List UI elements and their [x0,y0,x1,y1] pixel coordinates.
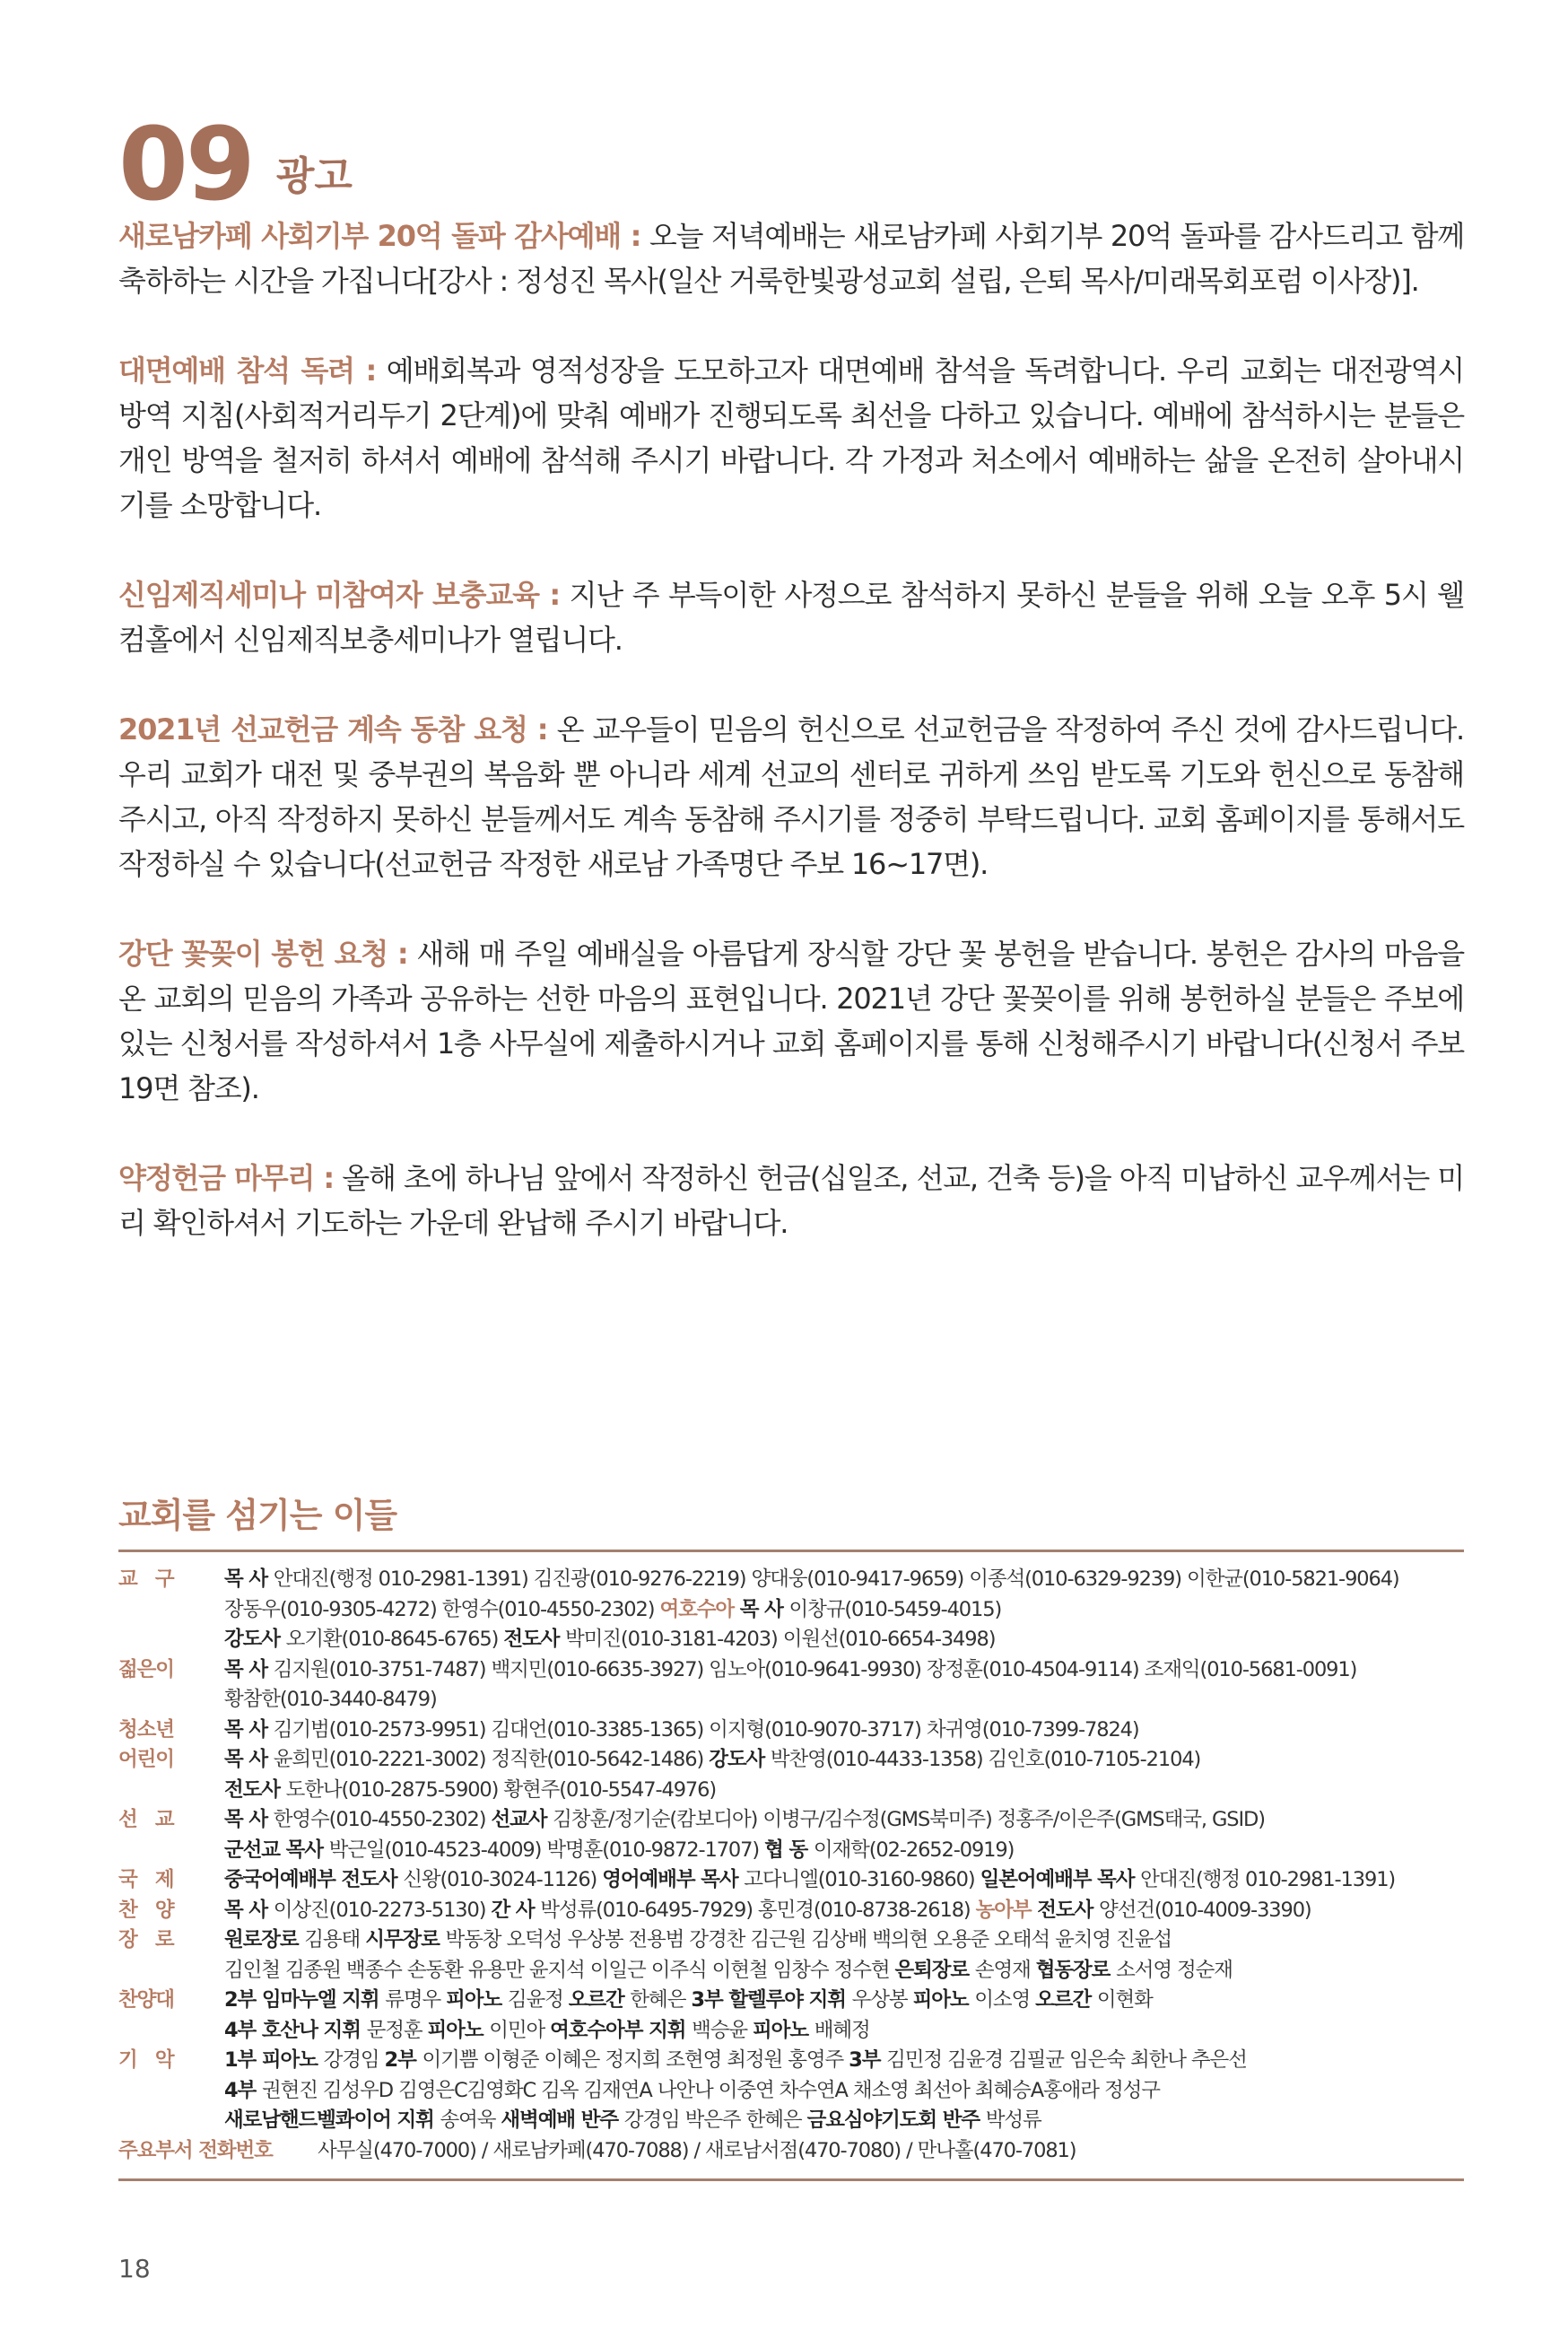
staff-row-label: 찬양대 [118,1988,174,2012]
staff-names: 김용태 [304,1928,366,1951]
staff-row-label: 선 교 [118,1808,174,1831]
staff-row [118,1896,1464,1926]
staff-role: 오르간 [568,1988,631,2012]
staff-names: 배혜정 [814,2018,870,2042]
staff-role: 선교사 [491,1808,553,1831]
staff-role: 새벽예배 반주 [501,2108,624,2132]
staff-row-label: 기 악 [118,2048,174,2072]
staff-names: 류명우 [385,1988,447,2012]
staff-row-content [224,1776,1464,1806]
notice-item [118,1156,1464,1245]
notice-body: 예배회복과 영적성장을 도모하고자 대면예배 참석을 독려합니다. 우리 교회는 대전광역시 방역 지침(사회적거리두기 2단계)에 맞춰 예배가 진행되도록 최선을 다하고 있습니다. 예배에 참석하시는 분들은 개인 방역을 철저히 하셔서 예배에 참석해 주시기 바랍니다. 각 가정과 처소에서 예배하는 삶을 온전히 살아내시기를 소망합니다. [118,354,1464,522]
staff-role: 강도사 [224,1628,286,1651]
staff-names: 이상진(010-2273-5130) [273,1898,492,1922]
staff-row-content [224,1716,1464,1746]
divider [118,2178,1464,2181]
staff-names: 백승윤 [692,2018,754,2042]
staff-dept: 농아부 [975,1898,1032,1922]
staff-row-label: 장 로 [118,1928,174,1951]
staff-role: 피아노 [446,1988,508,2012]
staff-row-label [118,2076,224,2107]
staff-role: 4부 호산나 지휘 [224,2018,367,2042]
notice-title: 대면예배 참석 독려 : [118,354,377,388]
staff-row-label [118,1776,224,1806]
staff-row-label: 찬 양 [118,1898,174,1922]
staff-row-label [118,2016,224,2047]
phone-row [118,2136,1464,2167]
section-header [118,107,353,223]
staff-role: 피아노 [753,2018,814,2042]
staff-role: 목 사 [224,1748,274,1771]
staff-row-content [224,2046,1464,2076]
staff-row-label: 청소년 [118,1717,174,1742]
staff-names: 박동창 오덕성 우상봉 전용범 강경찬 김근원 김상배 백의현 오용준 오태석 윤치영 진윤섭 [445,1928,1172,1951]
staff-names: 이민아 [489,2018,551,2042]
section-title: 광고 [275,153,353,199]
staff-names: 강경임 [323,2048,385,2072]
staff-role: 피아노 [427,2018,490,2042]
phone-numbers: 사무실(470-7000) / 새로남카페(470-7088) / 새로남서점(470-7080) / 만나홀(470-7081) [318,2138,1076,2162]
staff-role: 금요심야기도회 반주 [806,2108,986,2132]
staff-row-content [224,1655,1464,1686]
staff-row-content [224,1956,1464,1986]
notice-title: 약정헌금 마무리 : [118,1161,335,1195]
staff-role: 3부 할렐루야 지휘 [691,1988,852,2012]
staff-role: 2부 임마누엘 지휘 [224,1988,386,2012]
staff-rows [118,1552,1464,2136]
staff-names: 이현화 [1096,1988,1153,2012]
staff-names: 김지원(010-3751-7487) 백지민(010-6635-3927) 임노아(010-9641-9930) 장정훈(010-4504-9114) 조재익(010-5681-0091) [273,1657,1357,1681]
staff-names: 윤희민(010-2221-3002) 정직한(010-5642-1486) [273,1748,710,1771]
staff-row [118,1836,1464,1866]
staff-row-label [118,1956,224,1986]
staff-row-content [224,1865,1464,1896]
staff-names: 박찬영(010-4433-1358) 김인호(010-7105-2104) [770,1748,1201,1771]
staff-row [118,1956,1464,1986]
staff-role: 군선교 목사 [224,1838,329,1862]
staff-names: 이창규(010-5459-4015) [788,1597,1002,1621]
staff-names: 문정훈 [366,2018,428,2042]
staff-role: 전도사 [1031,1898,1099,1922]
staff-names: 신왕(010-3024-1126) [403,1868,603,1891]
staff-role: 일본어예배부 목사 [980,1868,1141,1891]
staff-row [118,2106,1464,2136]
staff-row-label [118,1836,224,1866]
staff-role: 오르간 [1035,1988,1097,2012]
staff-names: 이재학(02-2652-0919) [813,1838,1015,1862]
staff-row-content [224,1925,1464,1956]
staff-row-content [224,1805,1464,1836]
staff-names: 우상봉 [851,1988,913,2012]
staff-title: 교회를 섬기는 이들 [118,1488,1464,1552]
staff-role: 목 사 [224,1717,274,1742]
staff-names: 소서영 정순재 [1116,1958,1233,1982]
staff-names: 권현진 김성우D 김영은C김영화C 김옥 김재연A 나안나 이중연 차수연A 채소영 최선아 최혜승A홍애라 정성구 [261,2078,1160,2102]
staff-row-content [224,1625,1464,1655]
staff-names: 한혜은 [630,1988,692,2012]
staff-row-label [118,1685,224,1716]
notice-item [118,707,1464,886]
notice-body: 올해 초에 하나님 앞에서 작정하신 헌금(십일조, 선교, 건축 등)을 아직 미납하신 교우께서는 미리 확인하셔서 기도하는 가운데 완납해 주시기 바랍니다. [118,1161,1465,1240]
staff-names: 이기쁨 이형준 이혜은 정지희 조현영 최정원 홍영주 [422,2048,849,2072]
staff-names: 황참한(010-3440-8479) [224,1688,437,1711]
staff-role: 목 사 [224,1567,274,1591]
staff-row [118,1595,1464,1626]
staff-row [118,1805,1464,1836]
notice-item [118,214,1464,303]
staff-role: 시무장로 [365,1928,446,1951]
staff-role: 피아노 [912,1988,975,2012]
staff-role: 영어예배부 목사 [602,1868,745,1891]
staff-names: 이소영 [974,1988,1036,2012]
staff-role: 1부 피아노 [224,2048,324,2072]
staff-names: 김인철 김종원 백종수 손동환 유용만 윤지석 이일근 이주식 이현철 임창수 정수현 [224,1958,895,1982]
staff-row [118,1745,1464,1776]
staff-names: 박미진(010-3181-4203) 이원선(010-6654-3498) [565,1628,996,1651]
staff-row [118,1625,1464,1655]
notice-body: 오늘 저녁예배는 새로남카페 사회기부 20억 돌파를 감사드리고 함께 축하하는 시간을 가집니다[강사 : 정성진 목사(일산 거룩한빛광성교회 설립, 은퇴 목사/미래목회포럼 이사장)]. [118,219,1464,298]
staff-role: 목 사 [224,1657,274,1681]
staff-row-content [224,2106,1464,2136]
staff-names: 오기환(010-8645-6765) [285,1628,504,1651]
section-number: 09 [118,107,253,223]
staff-role: 중국어예배부 전도사 [224,1868,404,1891]
staff-role: 2부 [384,2048,422,2072]
staff-role: 간 사 [491,1898,541,1922]
staff-row-content [224,1595,1464,1626]
staff-names: 한영수(010-4550-2302) [273,1808,492,1831]
staff-row [118,1655,1464,1686]
staff-row-content [224,1565,1464,1595]
staff-row [118,1565,1464,1595]
staff-directory [118,1488,1464,2181]
staff-role: 강도사 [709,1748,771,1771]
staff-role: 4부 [224,2078,262,2102]
notice-list [118,214,1464,1290]
notice-item [118,931,1464,1111]
staff-row-label: 어린이 [118,1748,174,1771]
staff-role: 목 사 [733,1597,789,1621]
staff-row [118,1986,1464,2016]
staff-row [118,2076,1464,2107]
staff-names: 김윤정 [507,1988,569,2012]
staff-names: 김창훈/정기순(캄보디아) 이병구/김수정(GMS북미주) 정홍주/이은주(GMS태국, GSID) [553,1808,1265,1831]
staff-row-content [224,1986,1464,2016]
staff-row-label: 교 구 [118,1567,174,1591]
staff-names: 양선건(010-4009-3390) [1098,1898,1311,1922]
notice-body: 지난 주 부득이한 사정으로 참석하지 못하신 분들을 위해 오늘 오후 5시 웰컴홀에서 신임제직보충세미나가 열립니다. [118,578,1464,657]
staff-row-label: 젊은이 [118,1657,174,1681]
notice-body: 온 교우들이 믿음의 헌신으로 선교헌금을 작정하여 주신 것에 감사드립니다. 우리 교회가 대전 및 중부권의 복음화 뿐 아니라 세계 선교의 센터로 귀하게 쓰임 받도록 기도와 헌신으로 동참해주시고, 아직 작정하지 못하신 분들께서도 계속 동참해 주시기를 정중히 부탁드립니다. 교회 홈페이지를 통해서도 작정하실 수 있습니다(선교헌금 작정한 새로남 가족명단 주보 16~17면). [118,712,1464,881]
staff-role: 원로장로 [224,1928,305,1951]
staff-row-label [118,1595,224,1626]
staff-dept: 여호수아 [659,1597,734,1621]
staff-role: 전도사 [503,1628,565,1651]
staff-role: 은퇴장로 [894,1958,975,1982]
staff-row [118,1925,1464,1956]
staff-row [118,2046,1464,2076]
staff-row-label [118,2106,224,2136]
staff-row [118,2016,1464,2047]
staff-row-content [224,1836,1464,1866]
staff-row-label [118,1625,224,1655]
staff-names: 도한나(010-2875-5900) 황현주(010-5547-4976) [285,1777,717,1802]
notice-body: 새해 매 주일 예배실을 아름답게 장식할 강단 꽃 봉헌을 받습니다. 봉헌은 감사의 마음을 온 교회의 믿음의 가족과 공유하는 선한 마음의 표현입니다. 2021년 강단 꽃꽂이를 위해 봉헌하실 분들은 주보에 있는 신청서를 작성하셔서 1층 사무실에 제출하시거나 교회 홈페이지를 통해 신청해주시기 바랍니다(신청서 주보 19면 참조). [118,937,1464,1105]
staff-names: 김기범(010-2573-9951) 김대언(010-3385-1365) 이지형(010-9070-3717) 차귀영(010-7399-7824) [273,1717,1139,1742]
notice-title: 새로남카페 사회기부 20억 돌파 감사예배 : [118,219,641,253]
staff-row [118,1716,1464,1746]
staff-role: 협 동 [764,1838,814,1862]
notice-title: 2021년 선교헌금 계속 동참 요청 : [118,712,548,746]
phone-label: 주요부서 전화번호 [118,2138,273,2162]
staff-names: 장동우(010-9305-4272) 한영수(010-4550-2302) [224,1597,660,1621]
notice-title: 강단 꽃꽂이 봉헌 요청 : [118,937,408,971]
notice-item [118,348,1464,528]
staff-names: 김민정 김윤경 김필균 임은숙 최한나 추은선 [886,2048,1247,2072]
staff-names: 안대진(행정 010-2981-1391) 김진광(010-9276-2219) 양대웅(010-9417-9659) 이종석(010-6329-9239) 이한균(010-5821-9064) [273,1567,1399,1591]
staff-row-content [224,1896,1464,1926]
staff-role: 3부 [849,2048,887,2072]
staff-names: 박성류 [985,2108,1041,2132]
staff-row [118,1865,1464,1896]
staff-names: 박근일(010-4523-4009) 박명훈(010-9872-1707) [328,1838,765,1862]
staff-row [118,1776,1464,1806]
staff-row-content [224,2076,1464,2107]
staff-row-content [224,1745,1464,1776]
staff-role: 목 사 [224,1898,274,1922]
staff-names: 손영재 [974,1958,1036,1982]
staff-names: 송여욱 [440,2108,501,2132]
staff-role: 협동장로 [1035,1958,1117,1982]
notice-item [118,572,1464,662]
staff-role: 전도사 [224,1777,286,1802]
staff-names: 고다니엘(010-3160-9860) [744,1868,980,1891]
staff-names: 강경임 박은주 한혜은 [623,2108,807,2132]
staff-row-content [224,2016,1464,2047]
staff-role: 목 사 [224,1808,274,1831]
staff-role: 새로남핸드벨콰이어 지휘 [224,2108,440,2132]
staff-row-label: 국 제 [118,1868,174,1891]
page-number: 18 [118,2254,151,2283]
staff-names: 안대진(행정 010-2981-1391) [1140,1868,1396,1891]
staff-role: 여호수아부 지휘 [550,2018,693,2042]
notice-title: 신임제직세미나 미참여자 보충교육 : [118,578,560,612]
staff-row-content [224,1685,1464,1716]
staff-row [118,1685,1464,1716]
staff-names: 박성류(010-6495-7929) 홍민경(010-8738-2618) [540,1898,976,1922]
